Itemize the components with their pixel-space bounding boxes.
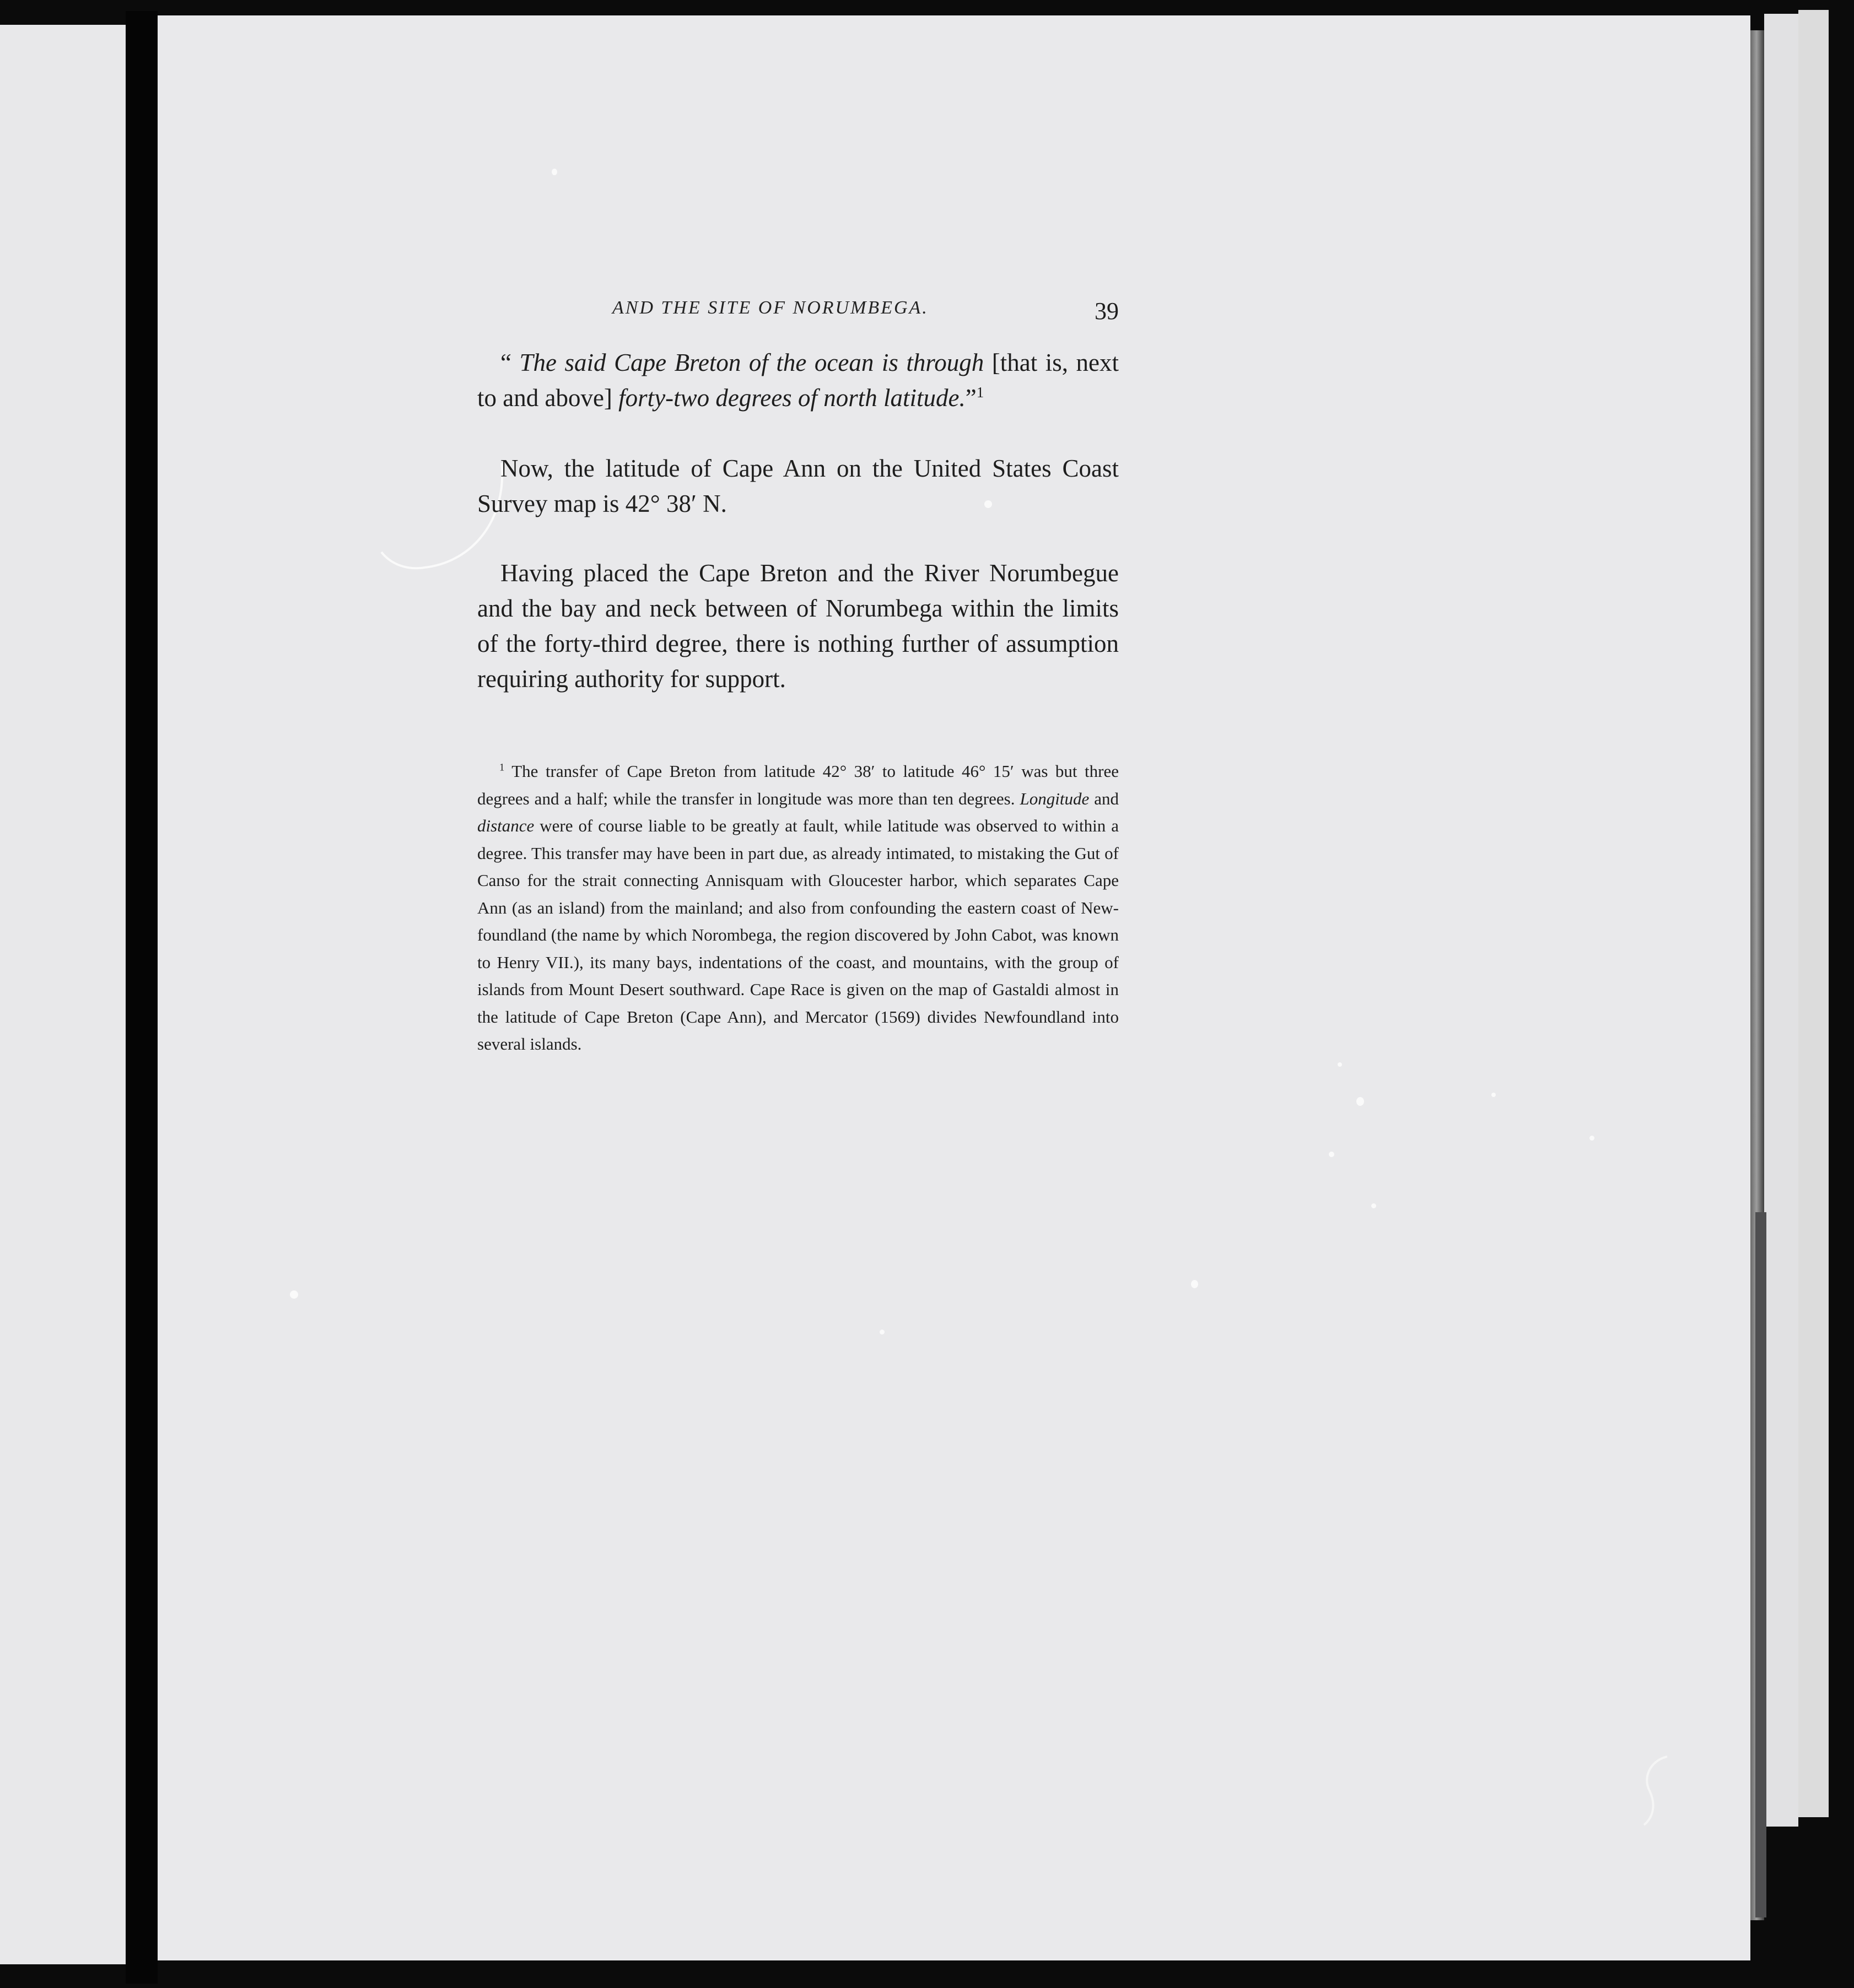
quote-bracket: [that is, next to and above] [477,349,1119,412]
paper-speck [1589,1136,1594,1141]
footnote-text-a: The transfer of Cape Breton from latitude 42° 38′ to latitude 46° 15′ was but three degrees and a half; while the transfer in longitude was more than ten degrees. [477,761,1119,808]
paper-speck [1338,1062,1342,1067]
running-title: AND THE SITE OF NORUMBEGA. [612,298,929,318]
footnote-text-b: and [1094,788,1119,808]
quote-italic-1: The said Cape Breton of the ocean is through [519,349,984,376]
paper-speck [1356,1097,1364,1106]
book-gutter [126,11,158,1984]
footnote-italic-longitude: Longitude [1020,788,1090,808]
open-quote: “ [500,349,511,376]
paper-tear-mark [1640,1752,1689,1829]
paper-speck [1191,1280,1198,1288]
close-quote: ” [965,384,977,412]
footnote-marker: 1 [499,761,505,774]
footnote-italic-distance: distance [477,816,535,835]
page-number: 39 [1095,298,1119,325]
paper-speck [290,1290,298,1299]
paper-speck [1329,1152,1334,1157]
paragraph-norumbega-placement: Having placed the Cape Breton and the River Norumbegue and the bay and neck between of Norumbega within the limits of the forty-third degree, there is nothing further of assumption requiring authority for support. [477,559,1119,693]
footnote-text-c: were of course liable to be greatly at fault, while latitude was observed to within a degree. This transfer may have been in part due, as already intimated, to mistaking the Gut of Canso for the strait connecting Annisquam with Gloucester harbor, which separates Cape Ann (as an island) from the mainland; and also from confounding the eastern coast of New-foundland (the name by which Norombega, the region discovered by John Cabot, was known to Henry VII.), its many bays, indentations of the coast, and mountains, with the group of islands from Mount Desert southward. Cape Race is given on the map of Gastaldi almost in the latitude of Cape Breton (Cape Ann), and Mercator (1569) divides Newfoundland into several islands. [477,816,1119,1054]
paragraph-cape-ann-latitude: Now, the latitude of Cape Ann on the United States Coast Survey map is 42° 38′ N. [477,455,1119,517]
page-edge-shadow-lower [1755,1212,1766,1917]
footnote [477,758,1119,1058]
quotation-paragraph [477,345,1119,415]
paper-speck [552,169,557,175]
stacked-page-edge [1798,10,1829,1817]
left-page-edge [0,25,126,1964]
running-head [477,294,1119,333]
paper-speck [1491,1093,1496,1097]
paper-speck [1371,1203,1376,1208]
footnote-reference: 1 [976,384,984,401]
paper-speck [880,1330,885,1335]
quote-italic-2: forty-two degrees of north latitude. [618,384,966,412]
stacked-page-edge [1764,14,1798,1827]
